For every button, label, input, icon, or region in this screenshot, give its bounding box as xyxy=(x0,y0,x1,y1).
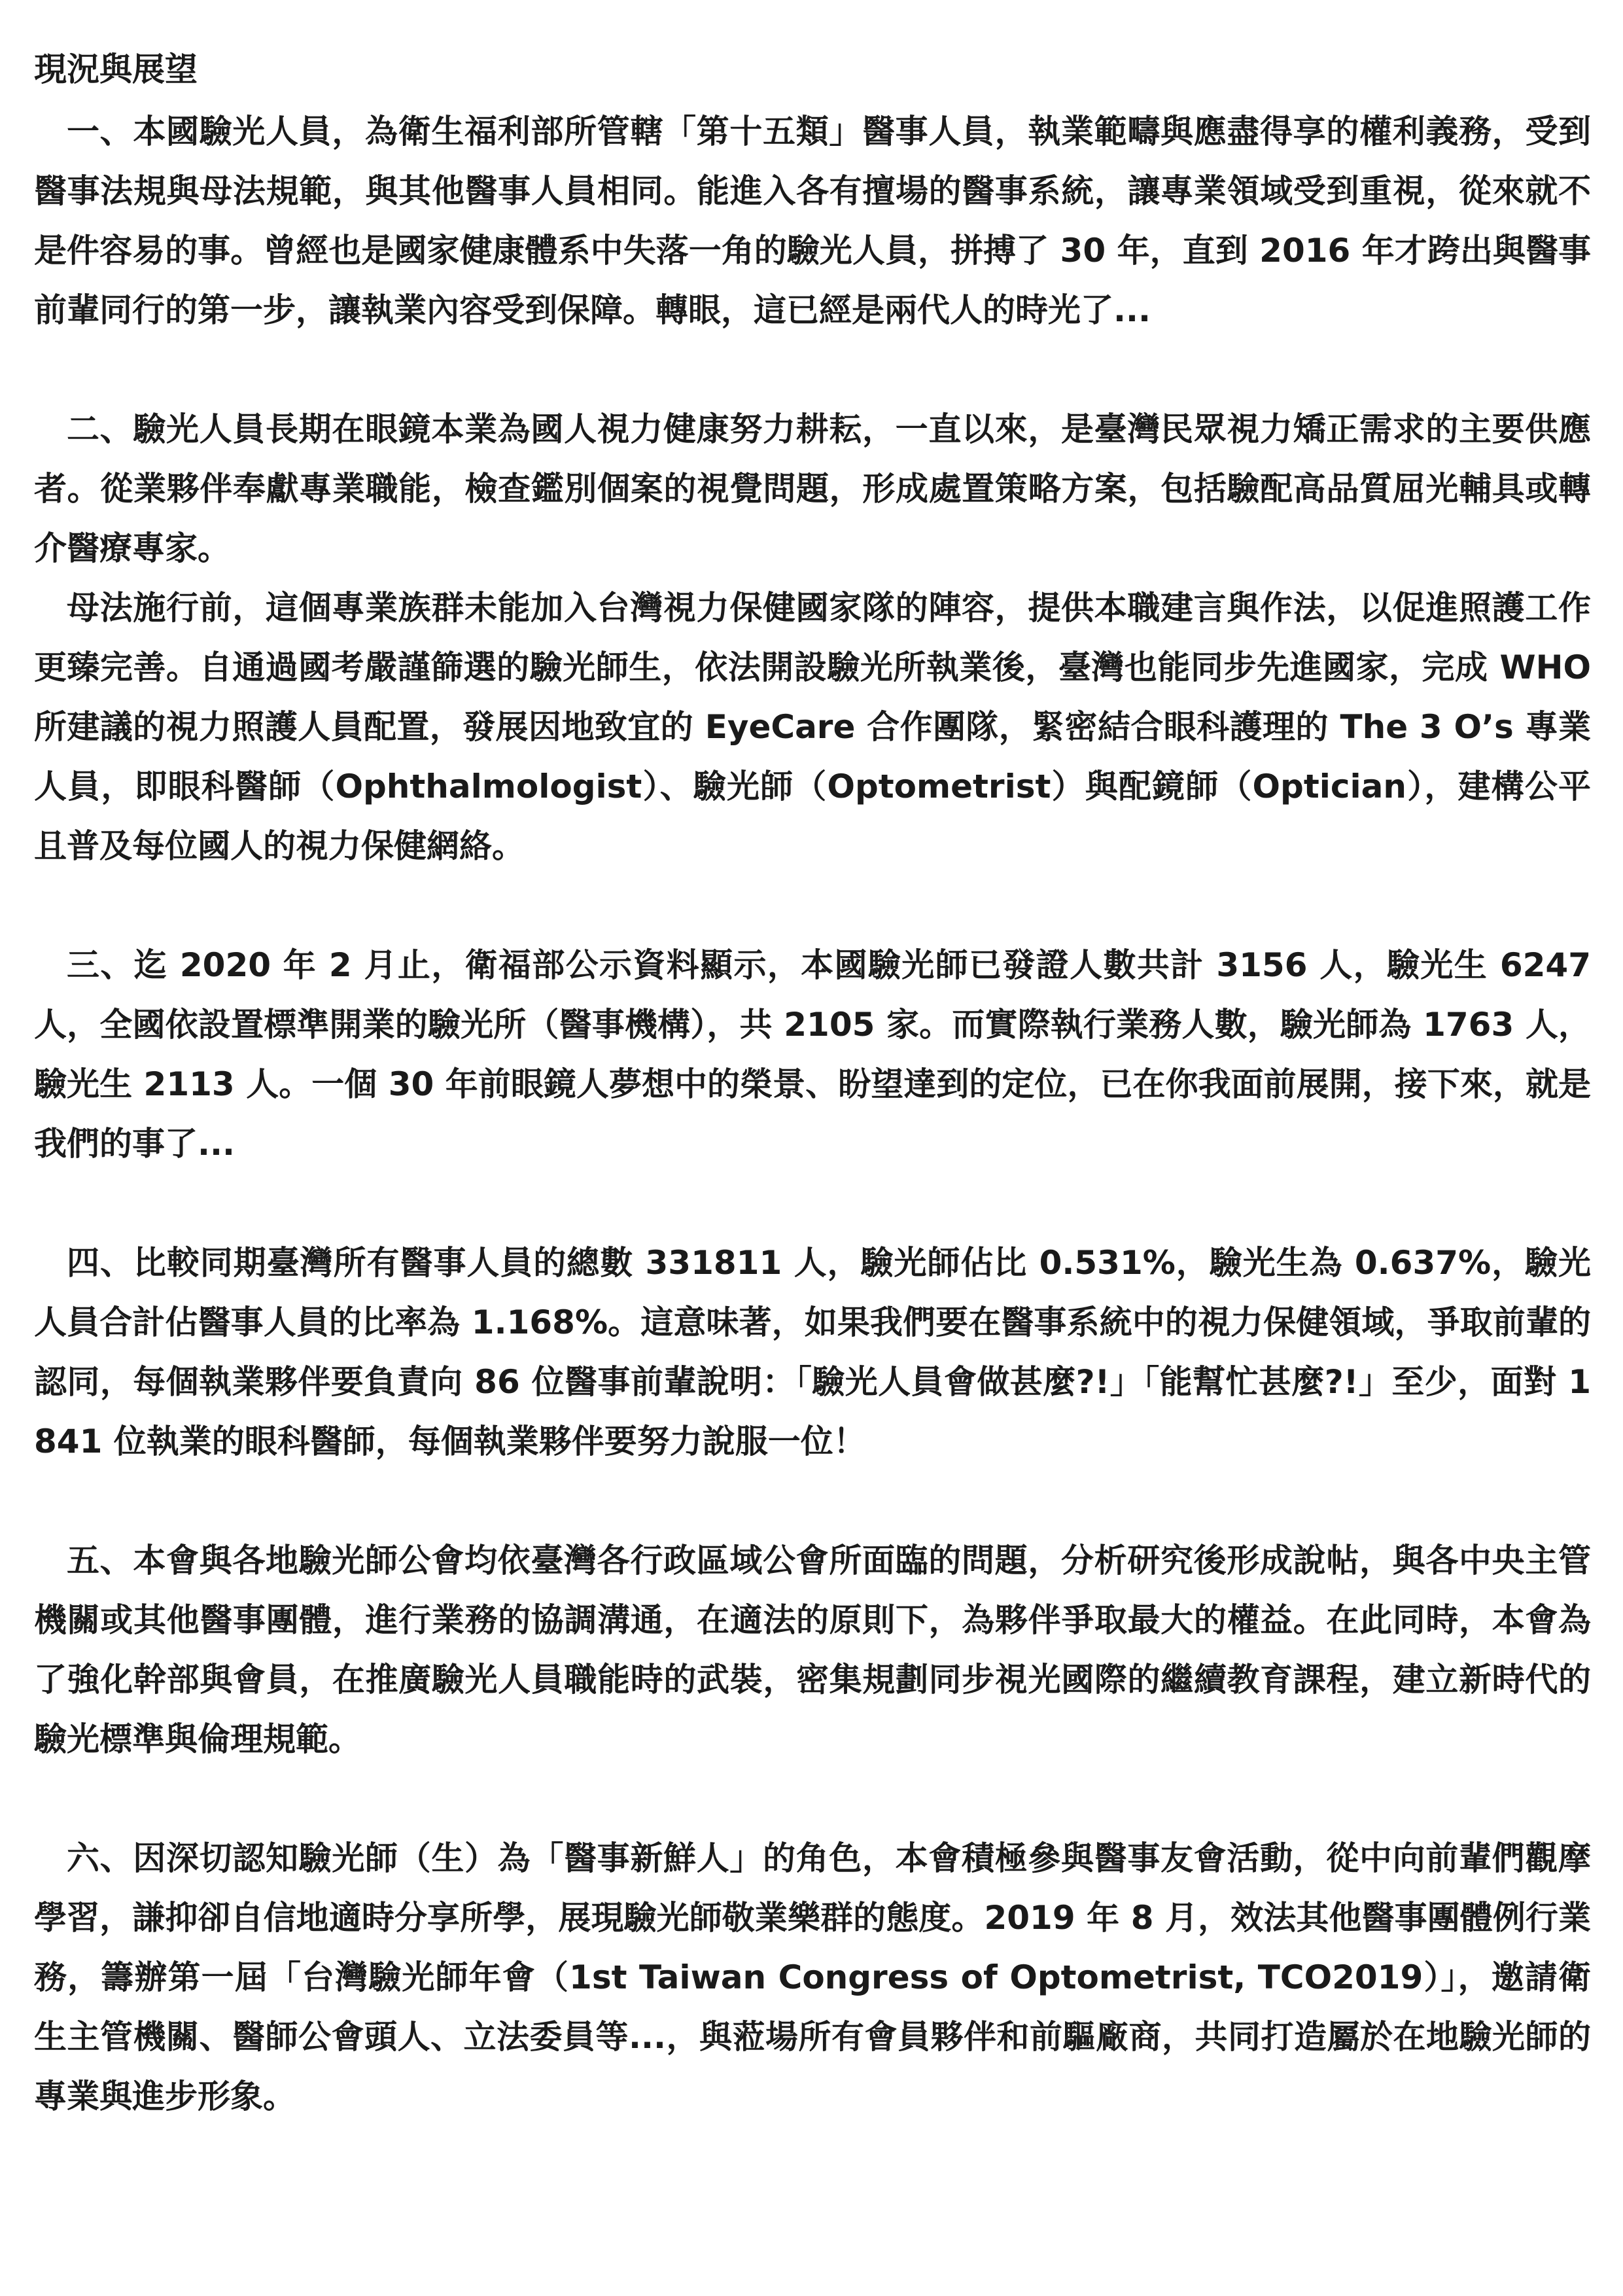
document-page xyxy=(34,41,1591,2127)
paragraph-spacer xyxy=(34,1472,1591,1531)
paragraph-3: 三、迄 2020 年 2 月止，衛福部公示資料顯示，本國驗光師已發證人數共計 3156 人，驗光生 6247 人，全國依設置標準開業的驗光所（醫事機構），共 2105 家。而實際執行業務人數，驗光師為 1763 人，驗光生 2113 人。一個 30 年前眼鏡人夢想中的榮景、盼望達到的定位，已在你我面前展開，接下來，就是我們的事了... xyxy=(34,946,1591,1163)
paragraph-5: 五、本會與各地驗光師公會均依臺灣各行政區域公會所面臨的問題，分析研究後形成說帖，與各中央主管機關或其他醫事團體，進行業務的協調溝通，在適法的原則下，為夥伴爭取最大的權益。在此同時，本會為了強化幹部與會員，在推廣驗光人員職能時的武裝，密集規劃同步視光國際的繼續教育課程，建立新時代的驗光標準與倫理規範。 xyxy=(34,1542,1591,1758)
paragraph-spacer xyxy=(34,340,1591,400)
paragraph-2: 二、驗光人員長期在眼鏡本業為國人視力健康努力耕耘，一直以來，是臺灣民眾視力矯正需求的主要供應者。從業夥伴奉獻專業職能，檢查鑑別個案的視覺問題，形成處置策略方案，包括驗配高品質屈光輔具或轉介醫療專家。 xyxy=(34,410,1591,567)
paragraph-spacer xyxy=(34,1174,1591,1233)
paragraph-spacer xyxy=(34,1769,1591,1829)
paragraph-6: 六、因深切認知驗光師（生）為「醫事新鮮人」的角色，本會積極參與醫事友會活動，從中向前輩們觀摩學習，謙抑卻自信地適時分享所學，展現驗光師敬業樂群的態度。2019 年 8 月，效法其他醫事團體例行業務，籌辦第一屆「台灣驗光師年會（1st Taiwan Congress of Optometrist, TCO2019）」，邀請衛生主管機關、醫師公會頭人、立法委員等...，與蒞場所有會員夥伴和前驅廠商，共同打造屬於在地驗光師的專業與進步形象。 xyxy=(34,1839,1591,2115)
paragraph-2-continued: 母法施行前，這個專業族群未能加入台灣視力保健國家隊的陣容，提供本職建言與作法，以促進照護工作更臻完善。自通過國考嚴謹篩選的驗光師生，依法開設驗光所執業後，臺灣也能同步先進國家，完成 WHO 所建議的視力照護人員配置，發展因地致宜的 EyeCare 合作團隊，緊密結合眼科護理的 The 3 O’s 專業人員，即眼科醫師（Ophthalmologist）、驗光師（Optometrist）與配鏡師（Optician），建構公平且普及每位國人的視力保健網絡。 xyxy=(34,589,1591,865)
paragraph-spacer xyxy=(34,876,1591,936)
document-title: 現況與展望 xyxy=(34,50,198,88)
paragraph-1: 一、本國驗光人員，為衛生福利部所管轄「第十五類」醫事人員，執業範疇與應盡得享的權利義務，受到醫事法規與母法規範，與其他醫事人員相同。能進入各有擅場的醫事系統，讓專業領域受到重視，從來就不是件容易的事。曾經也是國家健康體系中失落一角的驗光人員，拼搏了 30 年，直到 2016 年才跨出與醫事前輩同行的第一步，讓執業內容受到保障。轉眼，這已經是兩代人的時光了... xyxy=(34,113,1591,329)
paragraph-4: 四、比較同期臺灣所有醫事人員的總數 331811 人，驗光師佔比 0.531%，驗光生為 0.637%，驗光人員合計佔醫事人員的比率為 1.168%。這意味著，如果我們要在醫事系統中的視力保健領域，爭取前輩的認同，每個執業夥伴要負責向 86 位醫事前輩說明：「驗光人員會做甚麼?!」「能幫忙甚麼?!」至少，面對 1841 位執業的眼科醫師，每個執業夥伴要努力說服一位！ xyxy=(34,1244,1591,1460)
